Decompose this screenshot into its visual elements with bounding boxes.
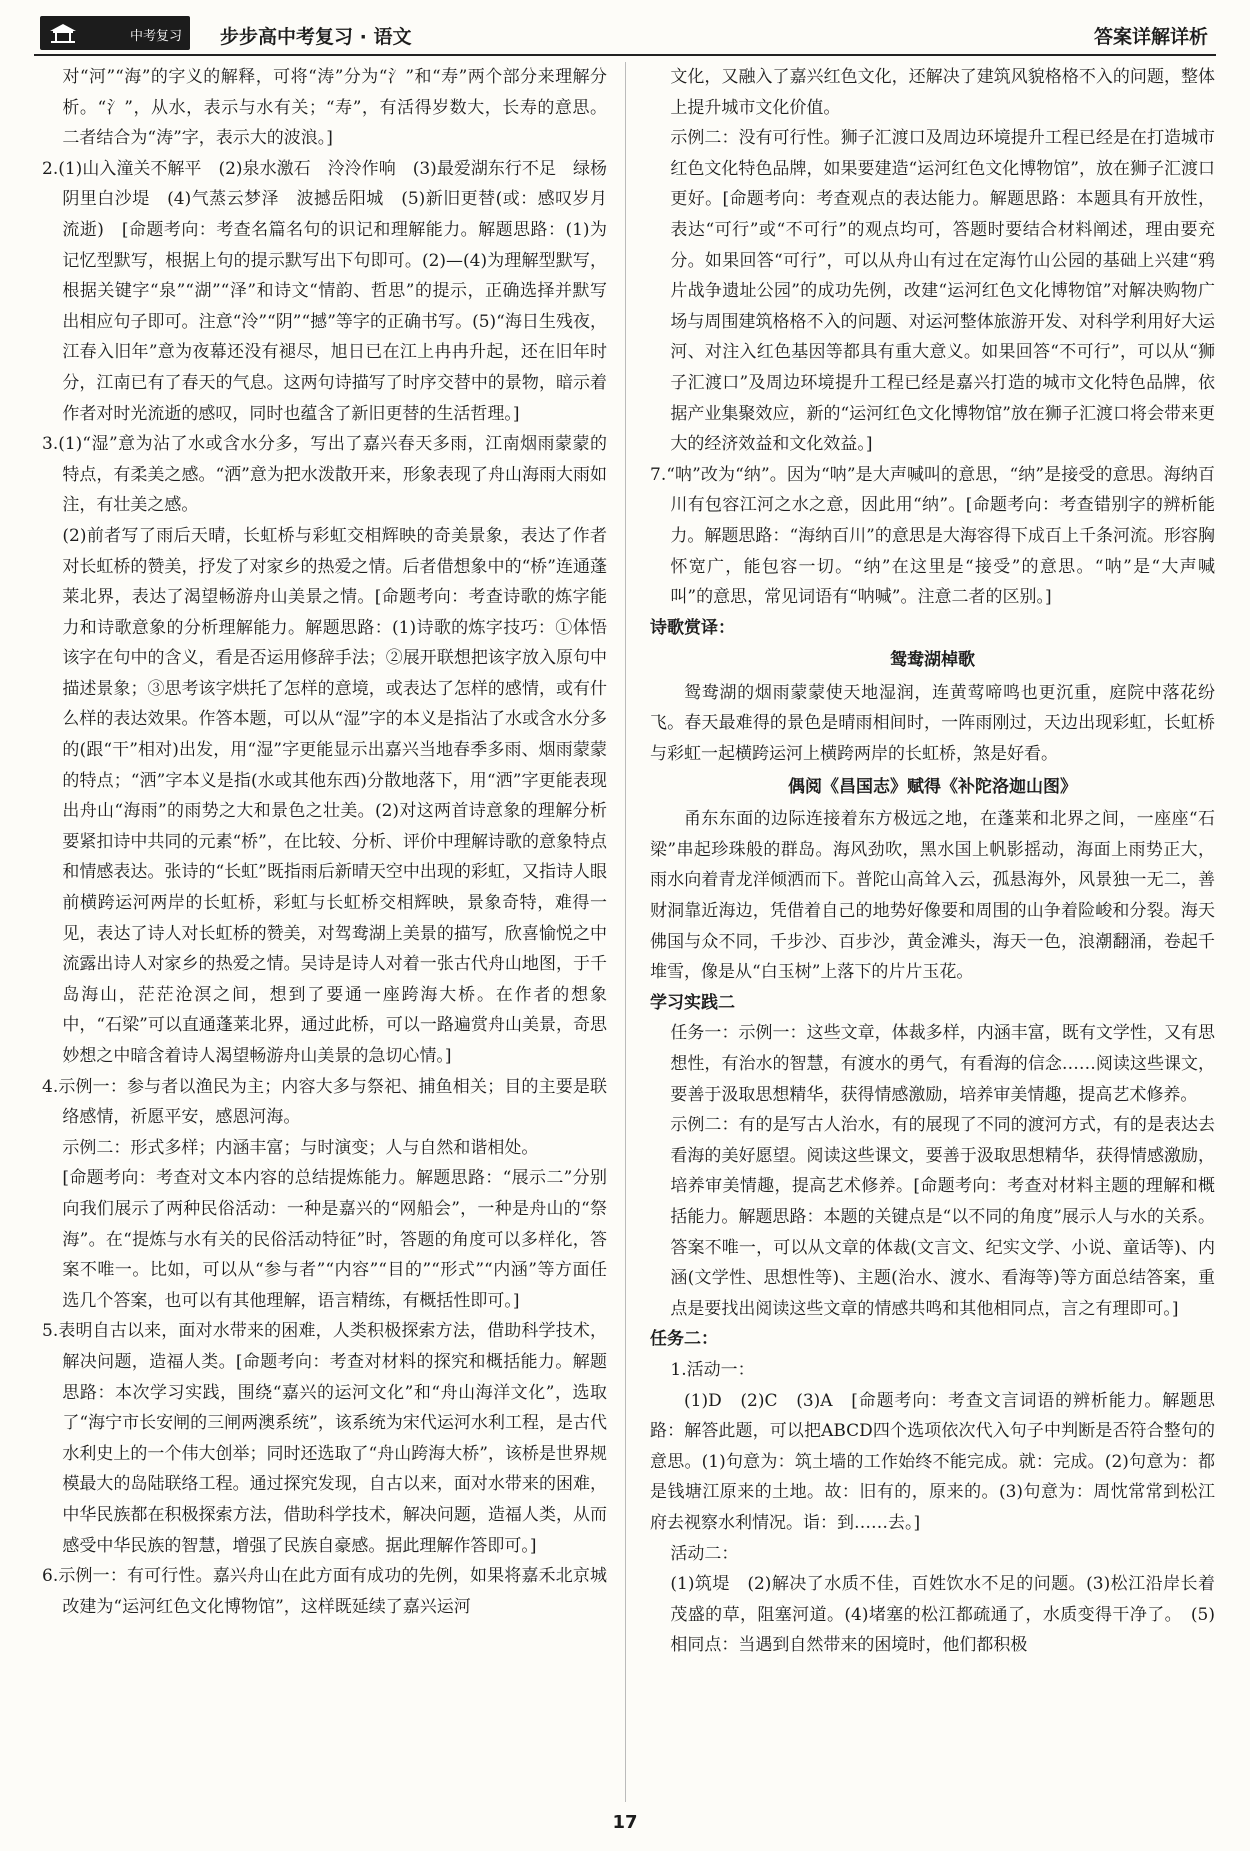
paragraph: (1)筑堤 (2)解决了水质不佳，百姓饮水不足的问题。(3)松江沿岸长着茂盛的草，阻塞河道。(4)堵塞的松江都疏通了，水质变得干净了。 (5)相同点：当遇到自然带来的困境时，他们都积极 — [670, 1574, 1215, 1656]
answer-item: 5.表明自古以来，面对水带来的困难，人类积极探索方法，借助科学技术，解决问题，造福人类。[命题考向：考查对材料的探究和概括能力。解题思路：本次学习实践，围绕“嘉兴的运河文化”和“舟山海洋文化”，选取了“海宁市长安闸的三闸两澳系统”，该系统为宋代运河水利工程，是古代水利史上的一个伟大创举；同时还选取了“舟山跨海大桥”，该桥是世界规模最大的岛陆联络工程。通过探究发现，自古以来，面对水带来的困难，中华民族都在积极探索方法，借助科学技术，解决问题，造福人类，从而感受中华民族的智慧，增强了民族自豪感。据此理解作答即可。] — [42, 1321, 607, 1556]
poem-title: 鸳鸯湖棹歌 — [890, 650, 975, 671]
paragraph: (1)D (2)C (3)A [命题考向：考查文言词语的辨析能力。解题思路：解答此题，可以把ABCD四个选项依次代入句子中判断是否符合整句的意思。(1)句意为：筑土墙的工作始终不能完成。就：完成。(2)句意为：都是钱塘江原来的土地。故：旧有的，原来的。(3)句意为：周忱常常到松江府去视察水利情况。诣：到……去。] — [650, 1390, 1215, 1533]
poem-translation: 甬东东面的边际连接着东方极远之地，在蓬莱和北界之间，一座座“石梁”串起珍珠般的群岛。海风劲吹，黑水国上帆影摇动，海面上雨势正大，雨水向着青龙洋倾洒而下。普陀山高耸入云，孤悬海外，风景独一无二，善财洞靠近海边，凭借着自己的地势好像要和周围的山争着险峻和分裂。海天佛国与众不同，千步沙、百步沙，黄金滩头，海天一色，浪潮翻涌，卷起千堆雪，像是从“白玉树”上落下的片片玉花。 — [650, 809, 1215, 983]
paragraph: 示例二：有的是写古人治水，有的展现了不同的渡河方式，有的是表达去看海的美好愿望。阅读这些课文，要善于汲取思想精华，获得情感激励，培养审美情趣，提高艺术修养。[命题考向：考查对材料主题的理解和概括能力。解题思路：本题的关键点是“以不同的角度”展示人与水的关系。答案不唯一，可以从文章的体裁(文言文、纪实文学、小说、童话等)、内涵(文学性、思想性等)、主题(治水、渡水、看海等)等方面总结答案，重点是要找出阅读这些文章的情感共鸣和其他相同点，言之有理即可。] — [670, 1115, 1215, 1319]
series-logo — [40, 16, 190, 50]
paragraph: 文化，又融入了嘉兴红色文化，还解决了建筑风貌格格不入的问题，整体上提升城市文化价值。 — [670, 67, 1215, 118]
paragraph: 示例二：没有可行性。狮子汇渡口及周边环境提升工程已经是在打造城市红色文化特色品牌，如果要建造“运河红色文化博物馆”，放在狮子汇渡口更好。[命题考向：考查观点的表达能力。解题思路：本题具有开放性，表达“可行”或“不可行”的观点均可，答题时要结合材料阐述，理由要充分。如果回答“可行”，可以从舟山有过在定海竹山公园的基础上兴建“鸦片战争遗址公园”的成功先例，改建“运河红色文化博物馆”对解决购物广场与周围建筑格格不入的问题、对运河整体旅游开发、对科学利用好大运河、对注入红色基因等都具有重大意义。如果回答“不可行”，可以从“狮子汇渡口”及周边环境提升工程已经是嘉兴打造的城市文化特色品牌，依据产业集聚效应，新的“运河红色文化博物馆”放在狮子汇渡口将会带来更大的经济效益和文化效益。] — [670, 128, 1215, 455]
poem-title: 偶阅《昌国志》赋得《补陀洛迦山图》 — [788, 776, 1077, 797]
left-column — [42, 62, 607, 1622]
section-heading: 任务二： — [650, 1329, 718, 1350]
poem-translation: 鸳鸯湖的烟雨蒙蒙使天地湿润，连黄莺啼鸣也更沉重，庭院中落花纷飞。春天最难得的景色是晴雨相间时，一阵雨刚过，天边出现彩虹，长虹桥与彩虹一起横跨运河上横跨两岸的长虹桥，煞是好看。 — [650, 682, 1215, 765]
column-divider — [625, 62, 626, 1802]
paragraph: 任务一：示例一：这些文章，体裁多样，内涵丰富，既有文学性，又有思想性，有治水的智慧，有渡水的勇气，有看海的信念……阅读这些课文，要善于汲取思想精华，获得情感激励，培养审美情趣，提高艺术修养。 — [670, 1023, 1215, 1105]
page-header — [34, 16, 1216, 56]
right-column — [650, 62, 1215, 1661]
pavilion-logo-icon — [48, 22, 78, 44]
paragraph: 活动二： — [670, 1543, 739, 1564]
book-title: 步步高中考复习 · 语文 — [220, 26, 412, 48]
section-title: 答案详解详析 — [1093, 26, 1208, 48]
paragraph: [命题考向：考查对文本内容的总结提炼能力。解题思路：“展示二”分别向我们展示了两种民俗活动：一种是嘉兴的“网船会”，一种是舟山的“祭海”。在“提炼与水有关的民俗活动特征”时，答题的角度可以多样化，答案不唯一。比如，可以从“参与者”“内容”“目的”“形式”“内涵”等方面任选几个答案，也可以有其他理解，语言精练，有概括性即可。] — [62, 1168, 607, 1311]
answer-item: 3.(1)“湿”意为沾了水或含水分多，写出了嘉兴春天多雨，江南烟雨蒙蒙的特点，有柔美之感。“洒”意为把水泼散开来，形象表现了舟山海雨大雨如注，有壮美之感。 — [42, 434, 607, 516]
paragraph: 示例二：形式多样；内涵丰富；与时演变；人与自然和谐相处。 — [62, 1137, 539, 1158]
answer-item: 7.“呐”改为“纳”。因为“呐”是大声喊叫的意思，“纳”是接受的意思。海纳百川有包容江河之水之意，因此用“纳”。[命题考向：考查错别字的辨析能力。解题思路：“海纳百川”的意思是大海容得下成百上千条河流。形容胸怀宽广，能包容一切。“纳”在这里是“接受”的意思。“呐”是“大声喊叫”的意思，常见词语有“呐喊”。注意二者的区别。] — [650, 464, 1215, 608]
paragraph: (2)前者写了雨后天晴，长虹桥与彩虹交相辉映的奇美景象，表达了作者对长虹桥的赞美，抒发了对家乡的热爱之情。后者借想象中的“桥”连通蓬莱北界，表达了渴望畅游舟山美景之情。[命题考向：考查诗歌的炼字能力和诗歌意象的分析理解能力。解题思路：(1)诗歌的炼字技巧：①体悟该字在句中的含义，看是否运用修辞手法；②展开联想把该字放入原句中描述景象；③思考该字烘托了怎样的意境，或表达了怎样的感情，或有什么样的表达效果。作答本题，可以从“湿”字的本义是指沾了水或含水分多的(跟“干”相对)出发，用“湿”字更能显示出嘉兴当地春季多雨、烟雨蒙蒙的特点；“洒”字本义是指(水或其他东西)分散地落下，用“洒”字更能表现出舟山“海雨”的雨势之大和景色之壮美。(2)对这两首诗意象的理解分析要紧扣诗中共同的元素“桥”，在比较、分析、评价中理解诗歌的意象特点和情感表达。张诗的“长虹”既指雨后新晴天空中出现的彩虹，又指诗人眼前横跨运河两岸的长虹桥，彩虹与长虹桥交相辉映，景象奇特，难得一见，表达了诗人对长虹桥的赞美，对驾鸯湖上美景的描写，欣喜愉悦之中流露出诗人对家乡的热爱之情。吴诗是诗人对着一张古代舟山地图，于千岛海山，茫茫沧溟之间，想到了要通一座跨海大桥。在作者的想象中，“石梁”可以直通蓬莱北界，通过此桥，可以一路遍赏舟山美景，奇思妙想之中暗含着诗人渴望畅游舟山美景的急切心情。] — [62, 525, 607, 1066]
paragraph: 对“河”“海”的字义的解释，可将“涛”分为“氵”和“寿”两个部分来理解分析。“氵”，从水，表示与水有关；“寿”，有活得岁数大，长寿的意思。二者结合为“涛”字，表示大的波浪。] — [62, 67, 607, 149]
section-heading: 诗歌赏译： — [650, 617, 735, 638]
answer-item: 2.(1)山入潼关不解平 (2)泉水激石 泠泠作响 (3)最爱湖东行不足 绿杨阴里白沙堤 (4)气蒸云梦泽 波撼岳阳城 (5)新旧更替(或：感叹岁月流逝) [命题考向：考查名篇名句的识记和理解能力。解题思路：(1)为记忆型默写，根据上句的提示默写出下句即可。(2)—(4)为理解型默写，根据关键字“泉”“湖”“泽”和诗文“情韵、哲思”的提示，正确选择并默写出相应句子即可。注意“泠”“阴”“撼”等字的正确书写。(5)“海日生残夜，江春入旧年”意为夜幕还没有褪尽，旭日已在江上冉冉升起，还在旧年时分，江南已有了春天的气息。这两句诗描写了时序交替中的景物，暗示着作者对时光流逝的感叹，同时也蕴含了新旧更替的生活哲理。] — [42, 158, 607, 424]
answer-item: 6.示例一：有可行性。嘉兴舟山在此方面有成功的先例，如果将嘉禾北京城改建为“运河红色文化博物馆”，这样既延续了嘉兴运河 — [42, 1566, 607, 1617]
logo-tag: 中考复习 — [129, 29, 182, 44]
section-heading: 学习实践二 — [650, 992, 735, 1013]
answer-item: 4.示例一：参与者以渔民为主；内容大多与祭祀、捕鱼相关；目的主要是联络感情，祈愿平安，感恩河海。 — [42, 1076, 607, 1128]
page-number: 17 — [612, 1812, 638, 1833]
paragraph: 1.活动一： — [670, 1359, 755, 1380]
